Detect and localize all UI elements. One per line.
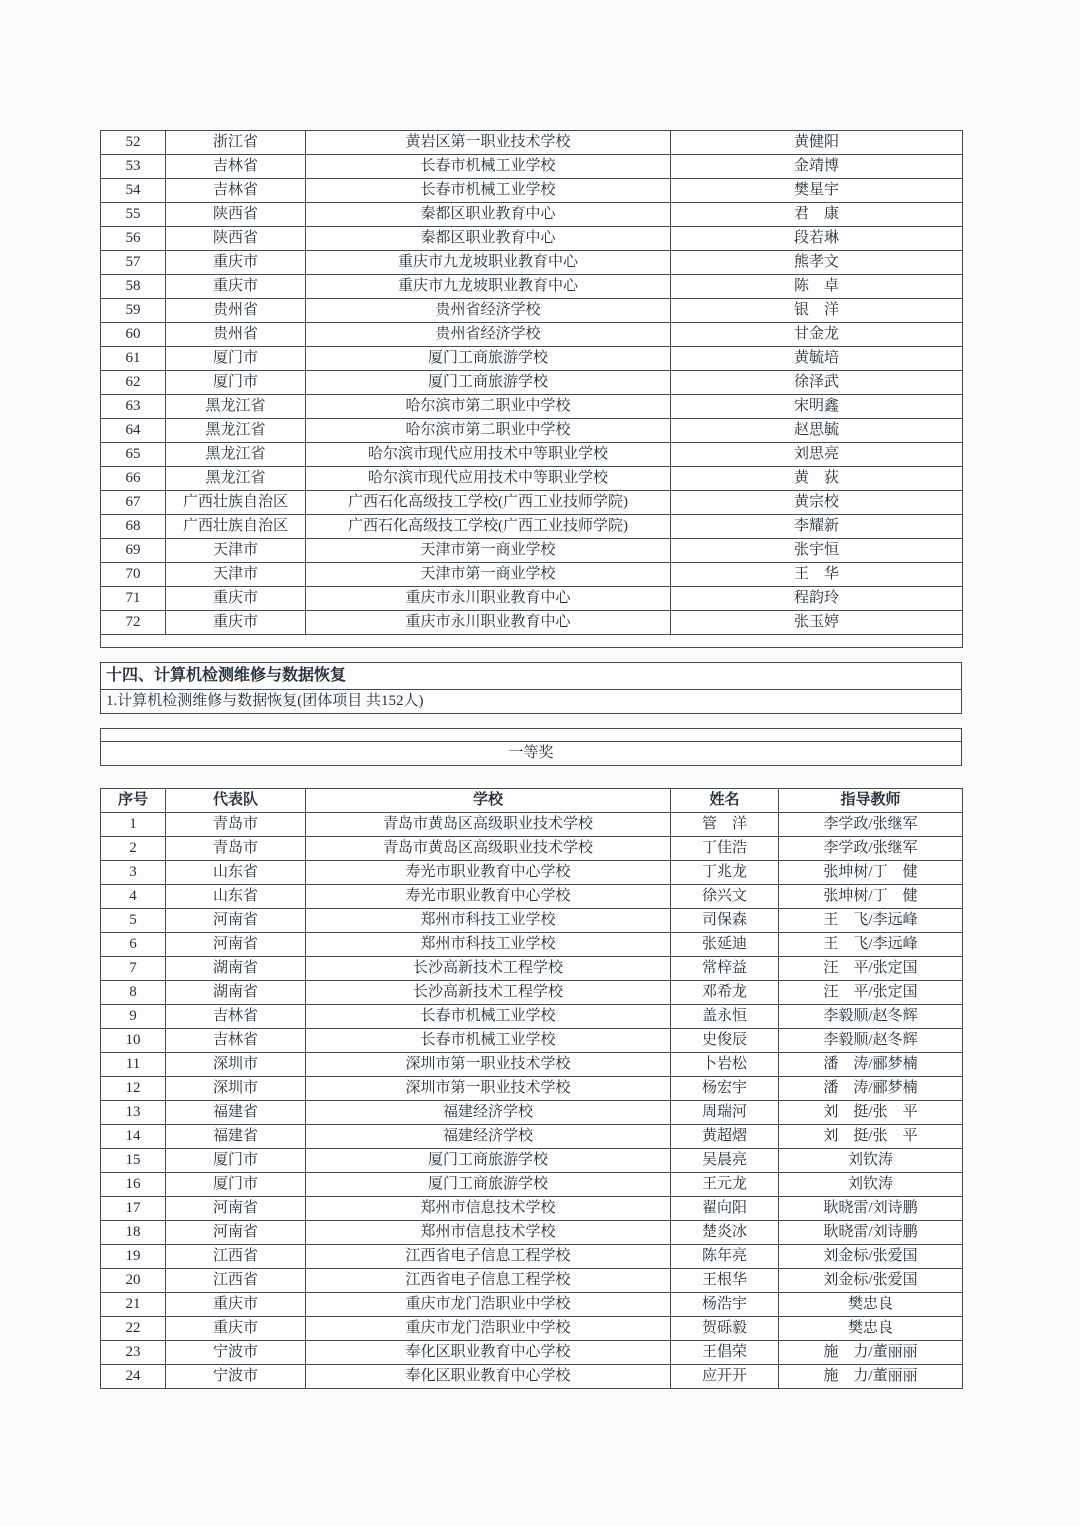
table-cell: 重庆市九龙坡职业教育中心 [306, 275, 671, 299]
table-row [101, 1317, 963, 1341]
table-cell: 贺砾毅 [671, 1317, 779, 1341]
table-cell: 哈尔滨市现代应用技术中等职业学校 [306, 467, 671, 491]
section-header-table [100, 662, 962, 714]
table-cell: 长春市机械工业学校 [306, 155, 671, 179]
table-cell: 长春市机械工业学校 [306, 1005, 671, 1029]
table-cell: 10 [101, 1029, 166, 1053]
table-cell: 湖南省 [166, 981, 306, 1005]
table-cell: 57 [101, 251, 166, 275]
award-title: 一等奖 [101, 742, 962, 766]
table-row [101, 1245, 963, 1269]
table-cell: 9 [101, 1005, 166, 1029]
table-cell: 广西壮族自治区 [166, 515, 306, 539]
table-cell: 山东省 [166, 861, 306, 885]
table-cell: 汪 平/张定国 [779, 957, 963, 981]
table-cell: 浙江省 [166, 131, 306, 155]
table-cell: 54 [101, 179, 166, 203]
table-cell: 段若琳 [671, 227, 963, 251]
table-cell: 应开开 [671, 1365, 779, 1389]
empty-row [101, 729, 962, 742]
table-cell: 邓希龙 [671, 981, 779, 1005]
table-cell: 李耀新 [671, 515, 963, 539]
table-row [101, 155, 963, 179]
table-cell: 4 [101, 885, 166, 909]
table-cell: 15 [101, 1149, 166, 1173]
table-cell: 65 [101, 443, 166, 467]
table-cell: 贵州省 [166, 299, 306, 323]
table-cell: 盖永恒 [671, 1005, 779, 1029]
table-row [101, 443, 963, 467]
table-cell: 哈尔滨市现代应用技术中等职业学校 [306, 443, 671, 467]
table-cell: 长春市机械工业学校 [306, 1029, 671, 1053]
table-cell: 22 [101, 1317, 166, 1341]
table-cell: 黑龙江省 [166, 467, 306, 491]
table-cell: 刘 挺/张 平 [779, 1101, 963, 1125]
table-cell: 程韵玲 [671, 587, 963, 611]
table-row [101, 981, 963, 1005]
table-cell: 李毅顺/赵冬辉 [779, 1029, 963, 1053]
table-cell: 福建省 [166, 1125, 306, 1149]
table-cell: 耿晓雷/刘诗鹏 [779, 1197, 963, 1221]
table-cell: 吉林省 [166, 155, 306, 179]
table-cell: 刘金标/张爱国 [779, 1245, 963, 1269]
table-cell: 刘思亮 [671, 443, 963, 467]
table-cell: 河南省 [166, 1197, 306, 1221]
table-cell: 重庆市 [166, 611, 306, 635]
empty-cell [101, 729, 962, 742]
table-cell: 寿光市职业教育中心学校 [306, 861, 671, 885]
table-cell: 58 [101, 275, 166, 299]
section-heading: 十四、计算机检测维修与数据恢复 [101, 663, 962, 690]
table-cell: 深圳市 [166, 1077, 306, 1101]
table-row [101, 837, 963, 861]
table-cell: 重庆市 [166, 1317, 306, 1341]
table-cell: 63 [101, 395, 166, 419]
table-row [101, 275, 963, 299]
table-cell: 河南省 [166, 909, 306, 933]
table-cell: 贵州省经济学校 [306, 323, 671, 347]
table-cell: 吉林省 [166, 1005, 306, 1029]
table-cell: 12 [101, 1077, 166, 1101]
table-cell: 杨浩宇 [671, 1293, 779, 1317]
column-header: 姓名 [671, 789, 779, 813]
table-row [101, 371, 963, 395]
table-cell: 60 [101, 323, 166, 347]
award-title-row [101, 742, 962, 766]
table-cell: 黑龙江省 [166, 395, 306, 419]
table-row [101, 323, 963, 347]
award-title-table [100, 728, 962, 766]
table-cell: 厦门工商旅游学校 [306, 371, 671, 395]
table-cell: 黄 荻 [671, 467, 963, 491]
column-header: 序号 [101, 789, 166, 813]
table-cell: 5 [101, 909, 166, 933]
table-cell: 常梓益 [671, 957, 779, 981]
table-cell: 青岛市 [166, 813, 306, 837]
results-table-continued [100, 130, 963, 648]
table-row [101, 395, 963, 419]
table-row [101, 861, 963, 885]
first-prize-table [100, 788, 963, 1389]
table-cell: 16 [101, 1173, 166, 1197]
table-cell: 青岛市 [166, 837, 306, 861]
table-cell: 江西省电子信息工程学校 [306, 1269, 671, 1293]
table-cell: 1 [101, 813, 166, 837]
table-cell: 张坤树/丁 健 [779, 861, 963, 885]
table-cell: 长沙高新技术工程学校 [306, 981, 671, 1005]
table-cell: 吉林省 [166, 179, 306, 203]
spacer [100, 766, 962, 788]
table-cell: 郑州市科技工业学校 [306, 933, 671, 957]
table-cell: 樊忠良 [779, 1293, 963, 1317]
table-row [101, 1197, 963, 1221]
table-cell: 62 [101, 371, 166, 395]
table-cell: 厦门工商旅游学校 [306, 347, 671, 371]
table-cell: 李学政/张继军 [779, 837, 963, 861]
table-cell: 郑州市信息技术学校 [306, 1221, 671, 1245]
table-row [101, 909, 963, 933]
table-cell: 69 [101, 539, 166, 563]
table-cell: 13 [101, 1101, 166, 1125]
table-cell: 王 华 [671, 563, 963, 587]
table-cell: 寿光市职业教育中心学校 [306, 885, 671, 909]
table-cell: 周瑞河 [671, 1101, 779, 1125]
table-cell: 20 [101, 1269, 166, 1293]
table-cell: 耿晓雷/刘诗鹏 [779, 1221, 963, 1245]
table-cell: 张宇恒 [671, 539, 963, 563]
section-heading-row [101, 663, 962, 690]
table-cell: 陕西省 [166, 227, 306, 251]
table-row [101, 491, 963, 515]
table-cell: 杨宏宇 [671, 1077, 779, 1101]
column-header: 代表队 [166, 789, 306, 813]
table-cell: 深圳市第一职业技术学校 [306, 1077, 671, 1101]
table-cell: 郑州市信息技术学校 [306, 1197, 671, 1221]
table-row [101, 1221, 963, 1245]
table-cell: 深圳市 [166, 1053, 306, 1077]
table-cell: 17 [101, 1197, 166, 1221]
spacer [100, 714, 962, 728]
table-cell: 江西省 [166, 1269, 306, 1293]
table-cell: 施 力/董丽丽 [779, 1341, 963, 1365]
table-cell: 18 [101, 1221, 166, 1245]
table-cell: 刘金标/张爱国 [779, 1269, 963, 1293]
table-cell: 厦门工商旅游学校 [306, 1173, 671, 1197]
table-cell: 江西省电子信息工程学校 [306, 1245, 671, 1269]
table-cell: 湖南省 [166, 957, 306, 981]
table-cell: 徐泽武 [671, 371, 963, 395]
table-cell: 天津市 [166, 539, 306, 563]
table-cell: 福建省 [166, 1101, 306, 1125]
table-cell: 53 [101, 155, 166, 179]
table-cell: 天津市第一商业学校 [306, 563, 671, 587]
table-cell: 张坤树/丁 健 [779, 885, 963, 909]
table-cell: 深圳市第一职业技术学校 [306, 1053, 671, 1077]
table-cell: 楚炎冰 [671, 1221, 779, 1245]
table-cell: 银 洋 [671, 299, 963, 323]
table-cell: 黄岩区第一职业技术学校 [306, 131, 671, 155]
section-subheading: 1.计算机检测维修与数据恢复(团体项目 共152人) [101, 690, 962, 714]
table-header-row [101, 789, 963, 813]
table-cell: 王根华 [671, 1269, 779, 1293]
table-cell: 6 [101, 933, 166, 957]
table-cell: 重庆市龙门浩职业中学校 [306, 1317, 671, 1341]
table-cell: 72 [101, 611, 166, 635]
table-cell: 熊孝文 [671, 251, 963, 275]
table-cell: 23 [101, 1341, 166, 1365]
table-row [101, 1341, 963, 1365]
table-cell: 江西省 [166, 1245, 306, 1269]
table-cell: 宁波市 [166, 1341, 306, 1365]
table-cell: 张延迪 [671, 933, 779, 957]
table-cell: 樊星宇 [671, 179, 963, 203]
table-cell: 71 [101, 587, 166, 611]
table-cell: 哈尔滨市第二职业中学校 [306, 419, 671, 443]
column-header: 指导教师 [779, 789, 963, 813]
table-cell: 金靖博 [671, 155, 963, 179]
table-cell: 宋明鑫 [671, 395, 963, 419]
table-cell: 重庆市 [166, 275, 306, 299]
table-row [101, 885, 963, 909]
table-cell: 秦都区职业教育中心 [306, 203, 671, 227]
table-cell: 24 [101, 1365, 166, 1389]
table-cell: 70 [101, 563, 166, 587]
table-cell: 厦门市 [166, 347, 306, 371]
table-row [101, 1173, 963, 1197]
table-cell: 秦都区职业教育中心 [306, 227, 671, 251]
table-row [101, 611, 963, 635]
table-cell: 奉化区职业教育中心学校 [306, 1365, 671, 1389]
table-cell: 黄健阳 [671, 131, 963, 155]
table-cell: 山东省 [166, 885, 306, 909]
table-row [101, 1053, 963, 1077]
table-row [101, 515, 963, 539]
table-cell: 长沙高新技术工程学校 [306, 957, 671, 981]
table-cell: 河南省 [166, 933, 306, 957]
table-row [101, 347, 963, 371]
table-cell: 张玉婷 [671, 611, 963, 635]
column-header: 学校 [306, 789, 671, 813]
table-row [101, 813, 963, 837]
table-cell: 樊忠良 [779, 1317, 963, 1341]
empty-cell [101, 635, 963, 648]
table-cell: 刘钦涛 [779, 1173, 963, 1197]
table-cell: 王倡荣 [671, 1341, 779, 1365]
table-row [101, 933, 963, 957]
table-row [101, 419, 963, 443]
table-cell: 奉化区职业教育中心学校 [306, 1341, 671, 1365]
table-cell: 王 飞/李远峰 [779, 933, 963, 957]
table-row [101, 1365, 963, 1389]
table-cell: 刘钦涛 [779, 1149, 963, 1173]
table-cell: 陈 卓 [671, 275, 963, 299]
spacer [100, 648, 962, 662]
table-cell: 陈年亮 [671, 1245, 779, 1269]
table-cell: 郑州市科技工业学校 [306, 909, 671, 933]
table-row [101, 563, 963, 587]
table-cell: 广西石化高级技工学校(广西工业技师学院) [306, 491, 671, 515]
table-cell: 施 力/董丽丽 [779, 1365, 963, 1389]
table-cell: 徐兴文 [671, 885, 779, 909]
table-row [101, 1077, 963, 1101]
table-cell: 广西石化高级技工学校(广西工业技师学院) [306, 515, 671, 539]
table-cell: 21 [101, 1293, 166, 1317]
table-cell: 王 飞/李远峰 [779, 909, 963, 933]
table-cell: 青岛市黄岛区高级职业技术学校 [306, 837, 671, 861]
table-cell: 厦门市 [166, 1173, 306, 1197]
table-cell: 重庆市龙门浩职业中学校 [306, 1293, 671, 1317]
table-row [101, 251, 963, 275]
table-cell: 河南省 [166, 1221, 306, 1245]
table-cell: 56 [101, 227, 166, 251]
table-cell: 厦门工商旅游学校 [306, 1149, 671, 1173]
table-cell: 天津市 [166, 563, 306, 587]
table-cell: 重庆市 [166, 587, 306, 611]
table-cell: 刘 挺/张 平 [779, 1125, 963, 1149]
table-cell: 广西壮族自治区 [166, 491, 306, 515]
table-cell: 7 [101, 957, 166, 981]
table-cell: 哈尔滨市第二职业中学校 [306, 395, 671, 419]
table-cell: 陕西省 [166, 203, 306, 227]
table-cell: 赵思毓 [671, 419, 963, 443]
section-subheading-row [101, 690, 962, 714]
table-row [101, 539, 963, 563]
table-cell: 潘 涛/郦梦楠 [779, 1077, 963, 1101]
table-cell: 11 [101, 1053, 166, 1077]
document-page [100, 130, 962, 1389]
table-cell: 卜岩松 [671, 1053, 779, 1077]
table-cell: 福建经济学校 [306, 1101, 671, 1125]
table-cell: 重庆市 [166, 251, 306, 275]
table-cell: 王元龙 [671, 1173, 779, 1197]
table-cell: 吉林省 [166, 1029, 306, 1053]
table-cell: 潘 涛/郦梦楠 [779, 1053, 963, 1077]
table-cell: 重庆市永川职业教育中心 [306, 587, 671, 611]
table-cell: 8 [101, 981, 166, 1005]
table-cell: 吴晨亮 [671, 1149, 779, 1173]
table-row [101, 1293, 963, 1317]
table-cell: 52 [101, 131, 166, 155]
table-row [101, 957, 963, 981]
table-cell: 李毅顺/赵冬辉 [779, 1005, 963, 1029]
table-cell: 厦门市 [166, 371, 306, 395]
table-cell: 黄宗校 [671, 491, 963, 515]
table-cell: 黑龙江省 [166, 443, 306, 467]
table-cell: 重庆市九龙坡职业教育中心 [306, 251, 671, 275]
table-cell: 汪 平/张定国 [779, 981, 963, 1005]
table-cell: 重庆市 [166, 1293, 306, 1317]
table-cell: 青岛市黄岛区高级职业技术学校 [306, 813, 671, 837]
table-cell: 李学政/张继军 [779, 813, 963, 837]
empty-row [101, 635, 963, 648]
table-cell: 黄超熠 [671, 1125, 779, 1149]
table-cell: 厦门市 [166, 1149, 306, 1173]
table-row [101, 203, 963, 227]
table-row [101, 131, 963, 155]
table-cell: 67 [101, 491, 166, 515]
table-row [101, 1125, 963, 1149]
table-cell: 长春市机械工业学校 [306, 179, 671, 203]
table-cell: 黑龙江省 [166, 419, 306, 443]
table-cell: 君 康 [671, 203, 963, 227]
table-cell: 59 [101, 299, 166, 323]
table-cell: 史俊辰 [671, 1029, 779, 1053]
table-cell: 重庆市永川职业教育中心 [306, 611, 671, 635]
table-cell: 司保森 [671, 909, 779, 933]
table-cell: 14 [101, 1125, 166, 1149]
table-cell: 福建经济学校 [306, 1125, 671, 1149]
table-cell: 丁兆龙 [671, 861, 779, 885]
table-cell: 2 [101, 837, 166, 861]
table-cell: 55 [101, 203, 166, 227]
table-cell: 管 洋 [671, 813, 779, 837]
table-row [101, 1101, 963, 1125]
table-cell: 68 [101, 515, 166, 539]
table-row [101, 179, 963, 203]
table-cell: 黄毓培 [671, 347, 963, 371]
table-cell: 宁波市 [166, 1365, 306, 1389]
table-cell: 丁佳浩 [671, 837, 779, 861]
table-row [101, 587, 963, 611]
table-cell: 61 [101, 347, 166, 371]
table-cell: 贵州省 [166, 323, 306, 347]
table-row [101, 1005, 963, 1029]
table-cell: 66 [101, 467, 166, 491]
table-row [101, 467, 963, 491]
table-cell: 甘金龙 [671, 323, 963, 347]
table-cell: 19 [101, 1245, 166, 1269]
table-row [101, 1269, 963, 1293]
table-cell: 天津市第一商业学校 [306, 539, 671, 563]
table-row [101, 227, 963, 251]
table-row [101, 1149, 963, 1173]
table-cell: 翟向阳 [671, 1197, 779, 1221]
table-cell: 64 [101, 419, 166, 443]
table-cell: 3 [101, 861, 166, 885]
table-row [101, 1029, 963, 1053]
table-cell: 贵州省经济学校 [306, 299, 671, 323]
table-row [101, 299, 963, 323]
